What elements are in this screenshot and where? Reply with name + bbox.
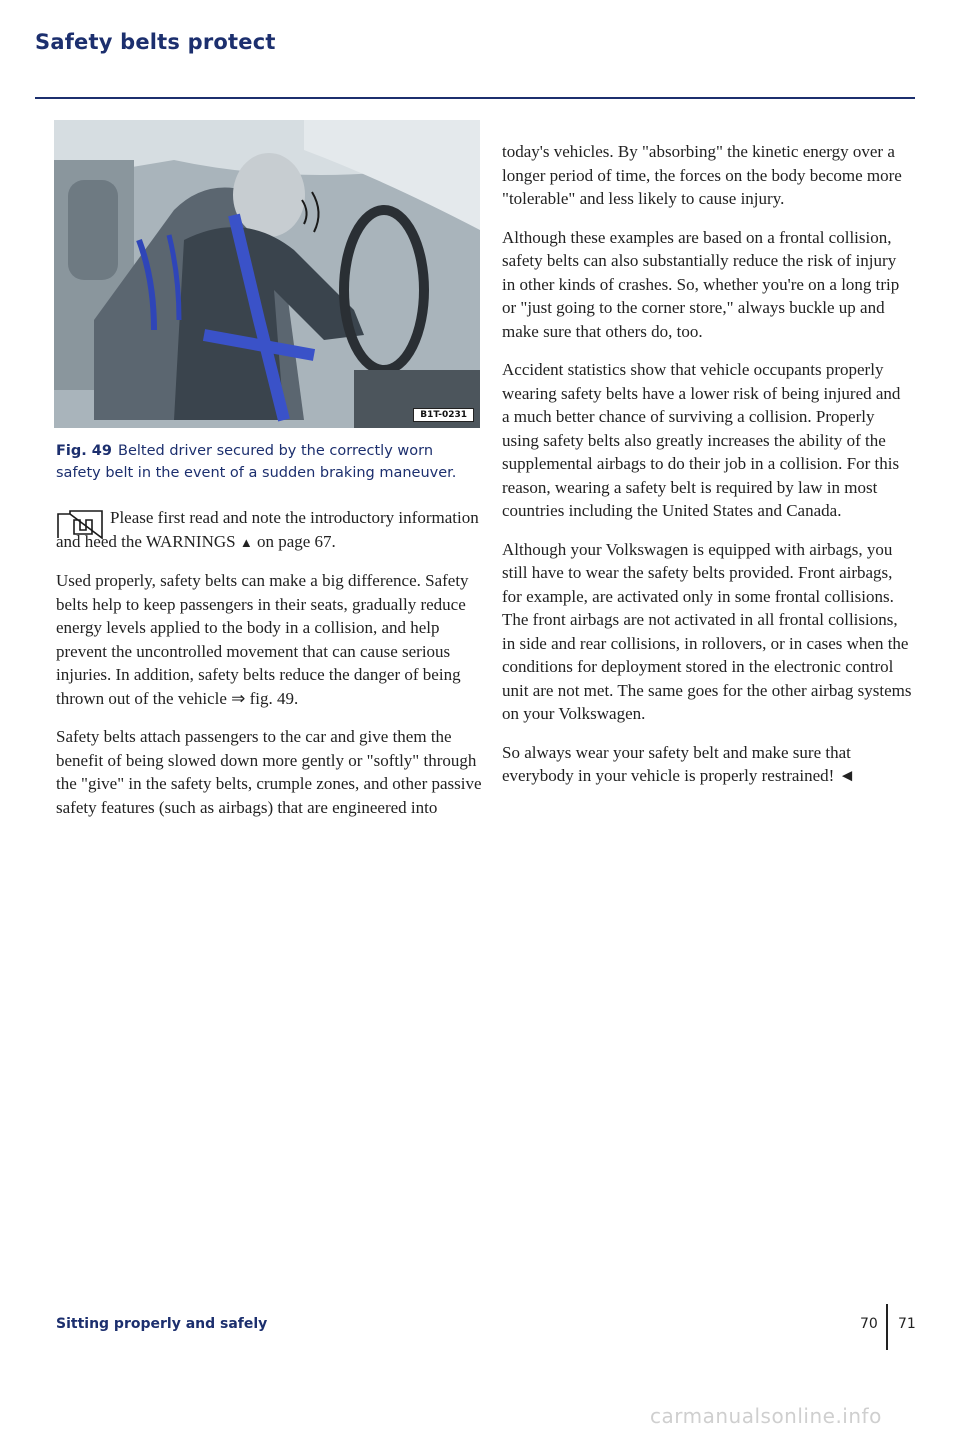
body-paragraph: Safety belts attach passengers to the car and give them the benefit of being slowed down more gently or "softly" through the "give" in the safety belts, crumple zones, and other passive safety features (such as airbags) that are engineered into [56, 727, 482, 817]
note-text: Please first read and note the introductory information and heed the WARNINGS [56, 508, 479, 551]
body-paragraph: Although these examples are based on a frontal collision, safety belts can also substantially reduce the risk of injury in other kinds of crashes. So, whether you're on a long trip or "just going to the corner store," always buckle up and make sure that others do, too. [502, 227, 900, 341]
figure-number: Fig. 49 [56, 443, 112, 459]
left-column [56, 506, 482, 834]
page-number-right: 71 [898, 1316, 916, 1332]
figure-caption-text: Belted driver secured by the correctly worn safety belt in the event of a sudden braking maneuver. [56, 443, 457, 481]
driver-belt-illustration [54, 120, 480, 428]
note-paragraph [56, 506, 482, 554]
body-paragraph: So always wear your safety belt and make sure that everybody in your vehicle is properly restrained! ◄ [502, 742, 856, 785]
header-rule [35, 97, 915, 99]
warning-triangle-icon: ▲ [239, 534, 253, 550]
body-paragraph: Accident statistics show that vehicle occupants properly wearing safety belts have a lower risk of being injured and a much better chance of surviving a collision. Properly using safety belts also greatly increases the ability of the supplemental airbags to do their job in a collision. For this reason, wearing a safety belt is required by law in most countries including the United States and Canada. [502, 360, 901, 520]
figure-caption [56, 440, 482, 484]
note-text-tail: on page 67. [256, 531, 336, 551]
watermark: carmanualsonline.info [650, 1404, 882, 1428]
right-column [502, 140, 912, 803]
body-paragraph: today's vehicles. By "absorbing" the kinetic energy over a longer period of time, the forces on the body become more "tolerable" and less likely to cause injury. [502, 142, 902, 208]
body-paragraph: Used properly, safety belts can make a big difference. Safety belts help to keep passengers in their seats, gradually reduce energy levels applied to the body in a collision, and help prevent the uncontrolled movement that can cause serious injuries. In addition, safety belts reduce the danger of being thrown out of the vehicle ⇒ fig. 49. [56, 571, 469, 708]
footer-section-title: Sitting properly and safely [56, 1316, 268, 1332]
page-number-left: 70 [860, 1316, 878, 1332]
figure-illustration [54, 120, 480, 428]
body-paragraph: Although your Volkswagen is equipped with airbags, you still have to wear the safety belts provided. Front airbags, for example, are activated only in some frontal collisions. The front airbags are not activated in all frontal collisions, in side and rear collisions, in rollovers, or in cases when the conditions for deployment stored in the electronic control unit are not met. The same goes for the other airbag systems on your Volkswagen. [502, 539, 912, 723]
figure-code: B1T-0231 [413, 408, 474, 422]
page-title: Safety belts protect [35, 30, 276, 54]
page-divider [886, 1304, 888, 1350]
page-header [35, 30, 915, 100]
page-numbers [860, 1304, 940, 1354]
